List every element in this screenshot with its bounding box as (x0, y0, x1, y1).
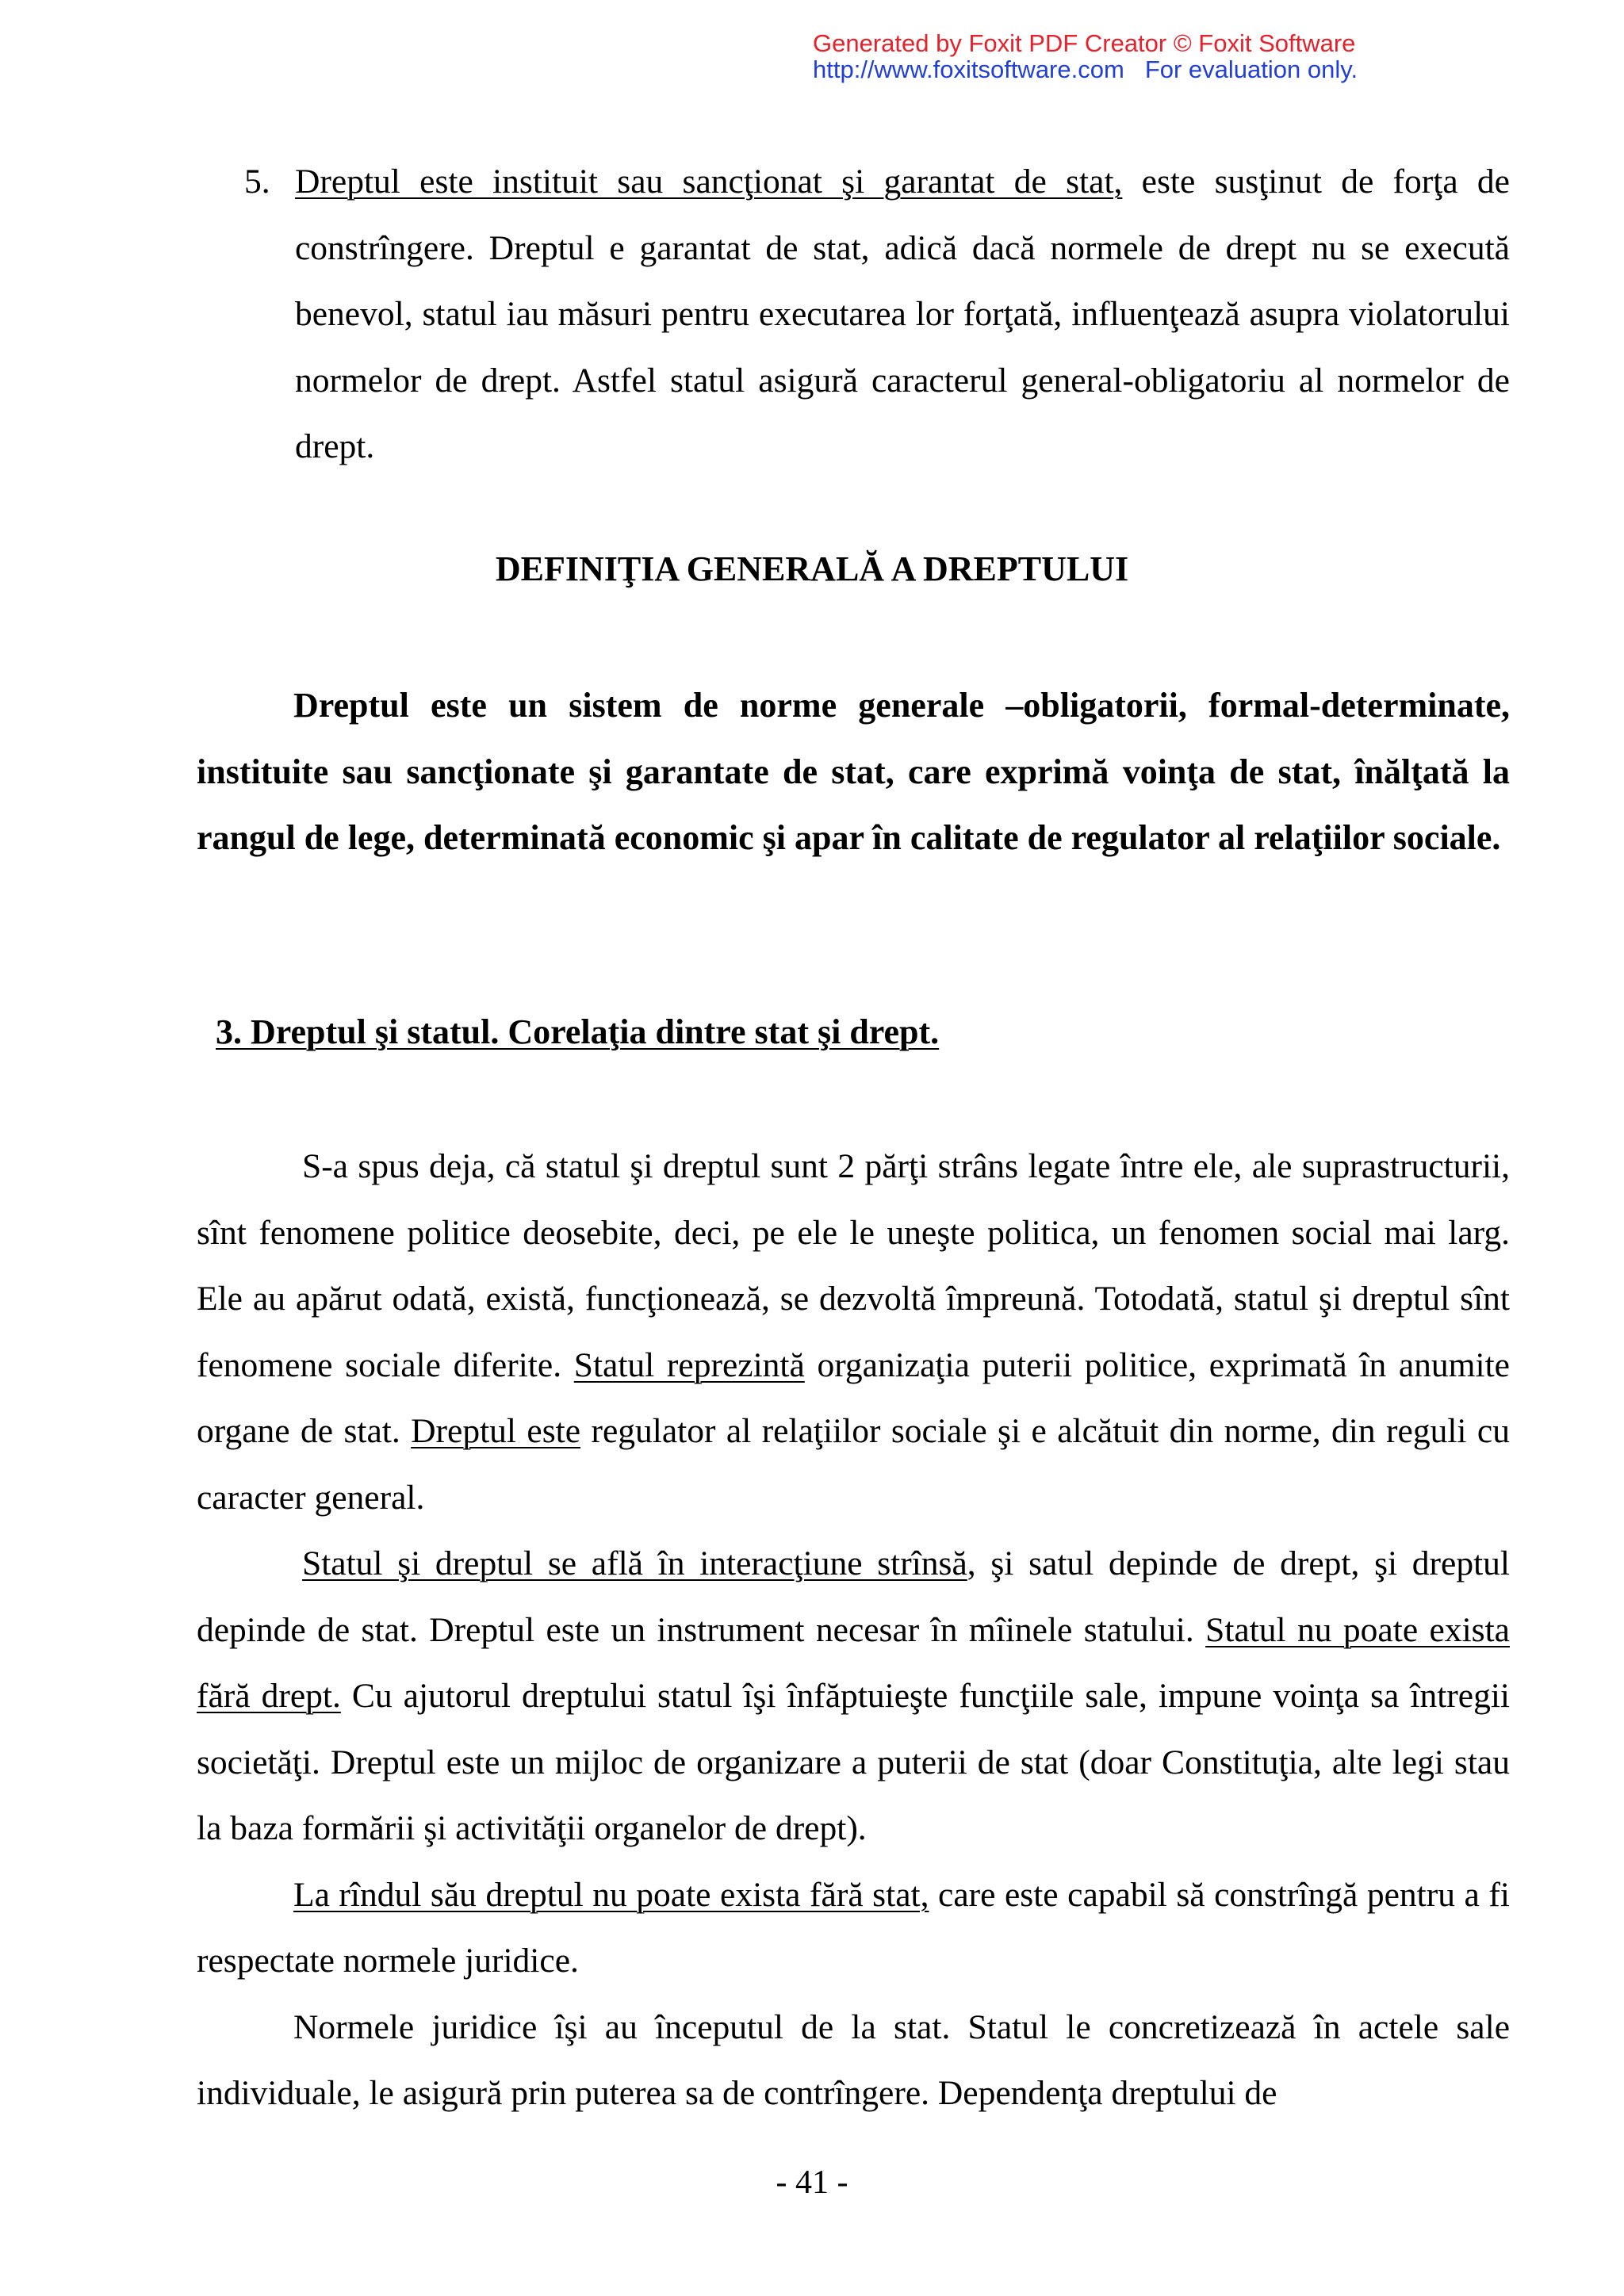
para3-text: care este capabil să constrîngă pentru a fi respectate normele juridice. (197, 1875, 1510, 1980)
para2-text-b: Cu ajutorul dreptului statul îşi înfăptuieşte funcţiile sale, impune voinţa sa întregii societăţi. Dreptul este un mijloc de organizare a puterii de stat (doar Constituţia, alte legi stau la baza formării şi activităţii organelor de drept). (197, 1677, 1510, 1847)
para1-underline-2: Dreptul este (411, 1412, 581, 1450)
section-heading: DEFINIŢIA GENERALĂ A DREPTULUI (495, 549, 1129, 588)
section-3-title (216, 1008, 939, 1056)
page-number: - 41 - (776, 2164, 848, 2201)
para1-mid: organizaţia puterii politice, exprimată în anumite organe de stat. (197, 1345, 1510, 1450)
watermark-url: http://www.foxitsoftware.com (813, 55, 1124, 83)
item-number: 5. (244, 163, 270, 201)
evaluation-watermark (813, 30, 1415, 82)
watermark-line1: Generated by Foxit PDF Creator © Foxit Software (813, 29, 1356, 57)
paragraph-1 (197, 1134, 1510, 1531)
body-text (197, 1134, 1510, 2127)
para1-text: S-a spus deja, că statul şi dreptul sunt 2 părţi strâns legate între ele, ale suprastructurii, sînt fenomene politice deosebite, deci, pe ele le uneşte politica, un fenomen social mai larg. Ele au apărut odată, există, funcţionează, se dezvoltă împreună. Totodată, statul şi dreptul sînt fenomene sociale diferite. (197, 1147, 1510, 1384)
paragraph-2 (197, 1531, 1510, 1862)
paragraph-3 (197, 1862, 1510, 1995)
section-3-title-text: 3. Dreptul şi statul. Corelaţia dintre stat şi drept. (216, 1012, 940, 1051)
watermark-note: For evaluation only. (1144, 55, 1358, 83)
para2-underline-1: Statul şi dreptul se află în interacţiune strînsă (302, 1544, 967, 1582)
watermark-line2 (813, 56, 1415, 82)
para1-underline-1: Statul reprezintă (573, 1345, 805, 1384)
numbered-item-5 (197, 149, 1510, 480)
para2-text-a: , şi satul depinde de drept, şi dreptul depinde de stat. Dreptul este un instrument necesar în mîinele statului. (197, 1544, 1510, 1649)
para3-underline: La rîndul său dreptul nu poate exista fără stat, (293, 1875, 929, 1914)
paragraph-4: Normele juridice îşi au începutul de la stat. Statul le concretizează în actele sale individuale, le asigură prin puterea sa de contrîngere. Dependenţa dreptului de (197, 2007, 1510, 2112)
item5-block (197, 149, 1510, 480)
definition-paragraph: Dreptul este un sistem de norme generale –obligatorii, formal-determinate, instituite sau sancţionate şi garantate de stat, care exprimă voinţa de stat, înălţată la rangul de lege, determinată economic şi apar în calitate de regulator al relaţiilor sociale. (197, 686, 1510, 857)
para2-underline-2: Statul nu poate exista fără drept. (197, 1610, 1510, 1715)
item5-text: este susţinut de forţa de constrîngere. Dreptul e garantat de stat, adică dacă normele de drept nu se execută benevol, statul iau măsuri pentru executarea lor forţată, influenţează asupra violatorului normelor de drept. Astfel statul asigură caracterul general-obligatoriu al normelor de drept. (295, 163, 1510, 465)
para1-end: regulator al relaţiilor sociale şi e alcătuit din norme, din reguli cu caracter general. (197, 1412, 1510, 1517)
item5-underlined: Dreptul este instituit sau sancţionat şi garantat de stat, (295, 163, 1123, 201)
